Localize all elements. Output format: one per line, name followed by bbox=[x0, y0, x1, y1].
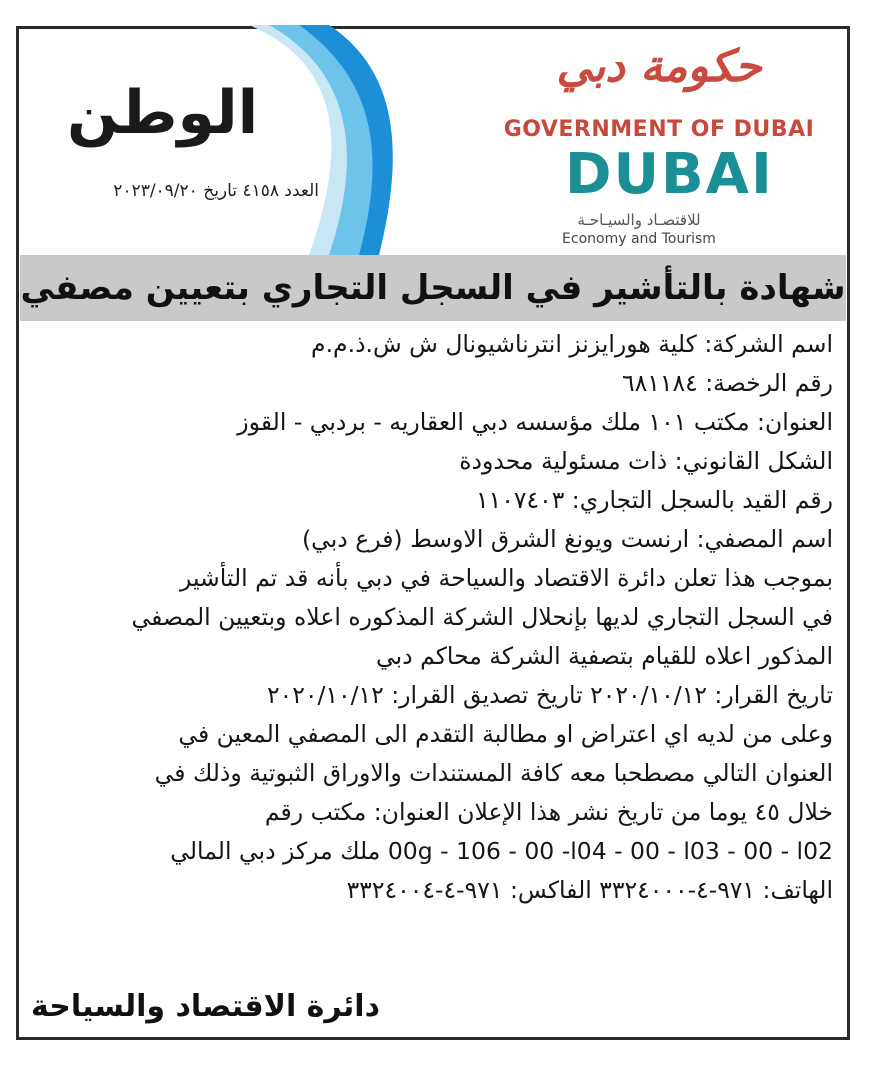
registry-number-line: رقم القيد بالسجل التجاري: ١١٠٧٤٠٣ bbox=[475, 486, 833, 514]
title-bar bbox=[20, 255, 846, 321]
notice-frame bbox=[16, 26, 850, 1040]
phone-fax-line: الهاتف: ٩٧١-٤-٣٣٢٤٠٠٠ الفاكس: ٩٧١-٤-٣٣٢٤٠٠٤ bbox=[346, 876, 833, 904]
address-line: العنوان: مكتب ١٠١ ملك مؤسسه دبي العقاريه - بردبي - القوز bbox=[237, 408, 833, 436]
newspaper-swoosh-graphic bbox=[239, 25, 399, 255]
header bbox=[19, 29, 847, 253]
dubai-department-logo: DUBAI bbox=[565, 142, 774, 207]
license-number-line: رقم الرخصة: ٦٨١١٨٤ bbox=[622, 369, 833, 397]
body-text-line: في السجل التجاري لديها بإنحلال الشركة المذكوره اعلاه وبتعيين المصفي bbox=[131, 603, 833, 631]
notice-title: شهادة بالتأشير في السجل التجاري بتعيين مصفي bbox=[20, 268, 846, 308]
department-name-arabic: للاقتصـاد والسيـاحـة bbox=[577, 211, 701, 229]
body-text-line: العنوان التالي مصطحبا معه كافة المستندات والاوراق الثبوتية وذلك في bbox=[154, 759, 833, 787]
issue-number-date: العدد ٤١٥٨ تاريخ ٢٠٢٣/٠٩/٢٠ bbox=[113, 181, 319, 201]
newspaper-name: الوطن bbox=[67, 78, 259, 148]
decision-dates-line: تاريخ القرار: ٢٠٢٠/١٠/١٢ تاريخ تصديق القرار: ٢٠٢٠/١٠/١٢ bbox=[266, 681, 833, 709]
footer-signature: دائرة الاقتصاد والسياحة bbox=[31, 989, 380, 1024]
body-text-line: وعلى من لديه اي اعتراض او مطالبة التقدم الى المصفي المعين في bbox=[178, 720, 833, 748]
government-logo-english: GOVERNMENT OF DUBAI bbox=[503, 117, 815, 142]
body-text-line: خلال ٤٥ يوما من تاريخ نشر هذا الإعلان العنوان: مكتب رقم bbox=[264, 798, 833, 826]
body-text-line: المذكور اعلاه للقيام بتصفية الشركة محاكم دبي bbox=[376, 642, 833, 670]
company-name-line: اسم الشركة: كلية هورايزنز انترناشيونال ش ش.ذ.م.م bbox=[311, 330, 833, 358]
liquidator-name-line: اسم المصفي: ارنست ويونغ الشرق الاوسط (فرع دبي) bbox=[301, 525, 833, 553]
body-text-line: بموجب هذا تعلن دائرة الاقتصاد والسياحة في دبي بأنه قد تم التأشير bbox=[180, 564, 833, 592]
legal-form-line: الشكل القانوني: ذات مسئولية محدودة bbox=[459, 447, 833, 475]
notice-body bbox=[33, 325, 833, 910]
department-name-english: Economy and Tourism bbox=[562, 231, 716, 247]
office-address-line: 00g - 106 - 00 -l04 - 00 - l03 - 00 - l02 ملك مركز دبي المالي bbox=[170, 837, 833, 865]
government-logo-arabic: حكومة دبي bbox=[556, 41, 762, 92]
